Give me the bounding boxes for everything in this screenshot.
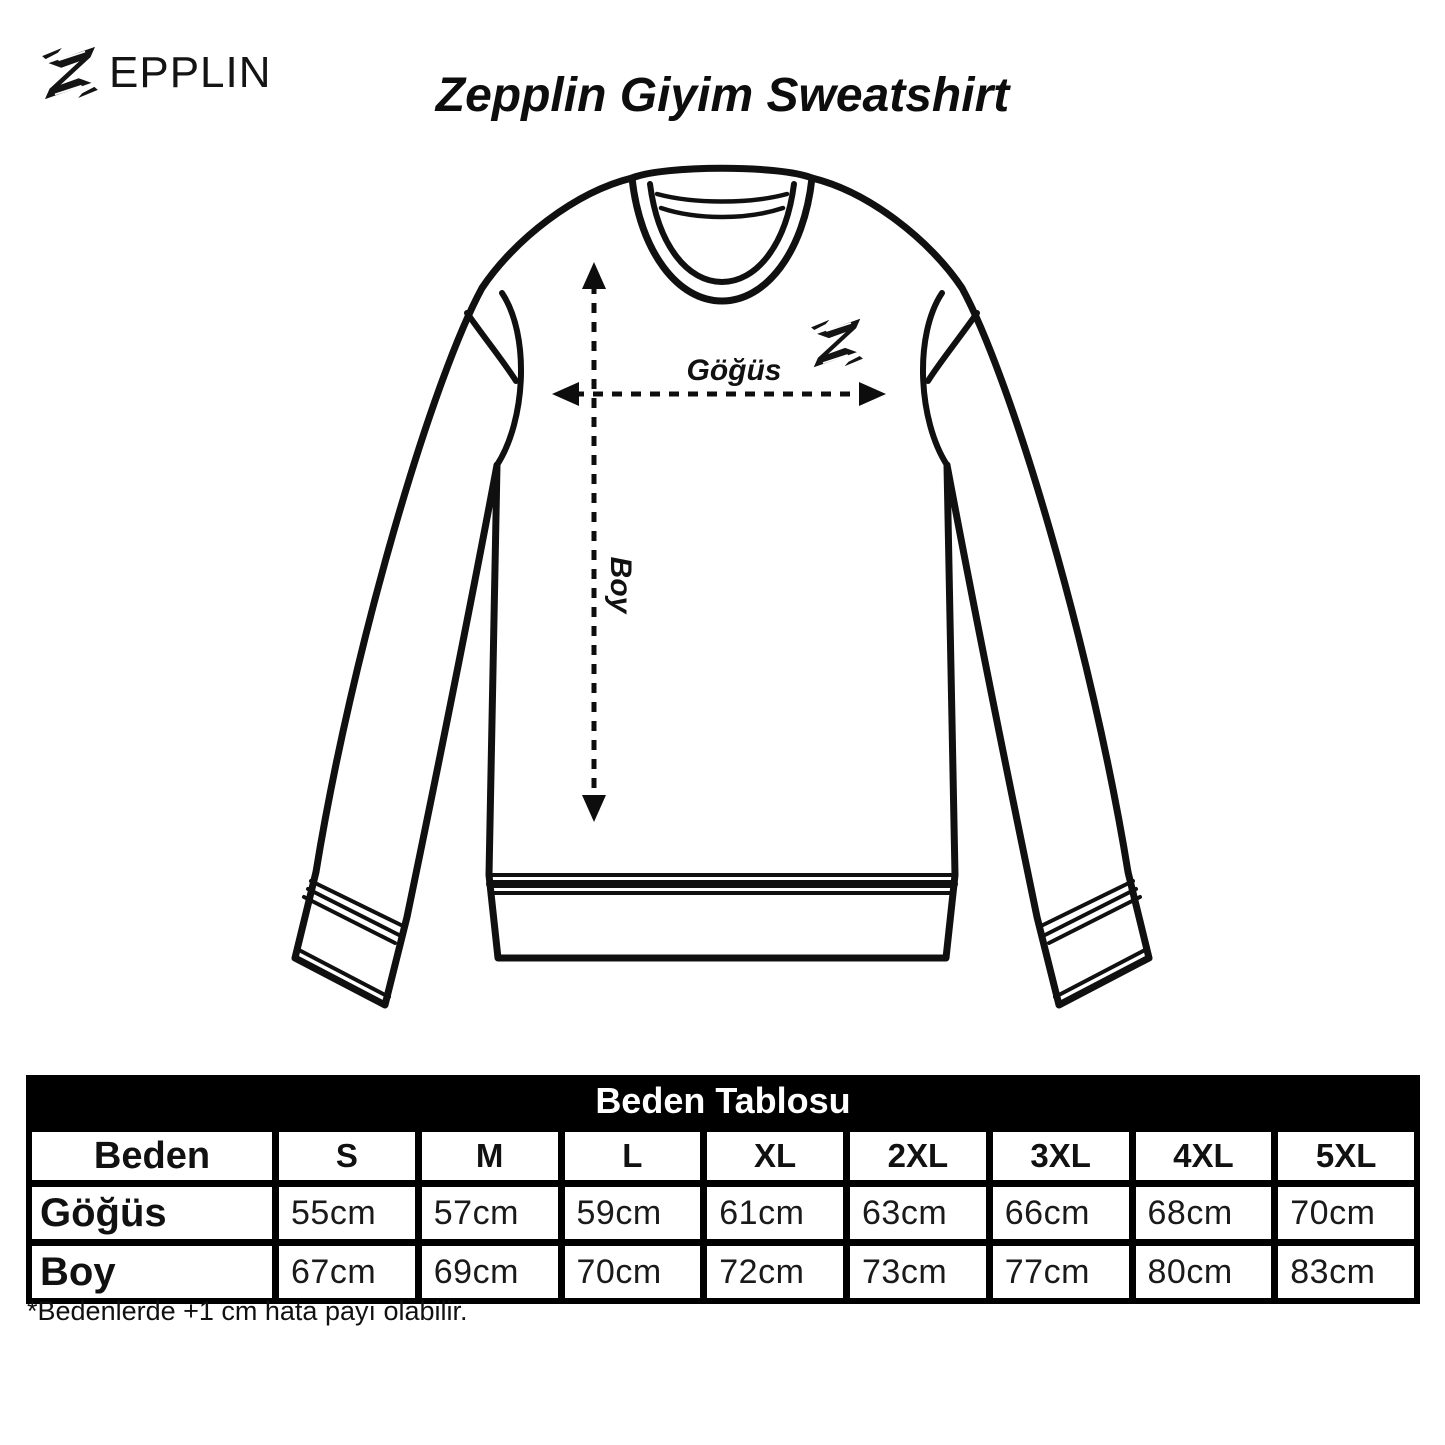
title-brand-text: Zepplin Giyim <box>435 69 754 122</box>
size-header-cell: 2XL <box>850 1132 986 1180</box>
length-value-cell: 70cm <box>565 1246 701 1298</box>
chest-value-cell: 55cm <box>279 1187 415 1239</box>
size-header-cell: 5XL <box>1278 1132 1414 1180</box>
length-value-cell: 69cm <box>422 1246 558 1298</box>
length-value-cell: 72cm <box>707 1246 843 1298</box>
sweatshirt-outline <box>295 168 1149 1005</box>
chest-label: Göğüs <box>686 354 782 387</box>
length-value-cell: 67cm <box>279 1246 415 1298</box>
length-label: Boy <box>604 556 637 614</box>
length-row-label: Boy <box>32 1246 272 1298</box>
length-value-cell: 80cm <box>1136 1246 1272 1298</box>
logo-text: EPPLIN <box>109 48 272 97</box>
chest-value-cell: 70cm <box>1278 1187 1414 1239</box>
chest-value-cell: 61cm <box>707 1187 843 1239</box>
size-table <box>26 1075 1420 1304</box>
size-table-corner-header: Beden <box>32 1132 272 1180</box>
chest-value-cell: 59cm <box>565 1187 701 1239</box>
length-value-cell: 73cm <box>850 1246 986 1298</box>
size-header-cell: XL <box>707 1132 843 1180</box>
chest-value-cell: 66cm <box>993 1187 1129 1239</box>
chest-value-cell: 57cm <box>422 1187 558 1239</box>
title-product-text: Sweatshirt <box>766 69 1010 122</box>
size-header-cell: 3XL <box>993 1132 1129 1180</box>
size-header-cell: 4XL <box>1136 1132 1272 1180</box>
tolerance-footnote: *Bedenlerde +1 cm hata payı olabilir. <box>27 1296 468 1326</box>
chest-row-label: Göğüs <box>32 1187 272 1239</box>
length-value-cell: 77cm <box>993 1246 1129 1298</box>
size-header-cell: M <box>422 1132 558 1180</box>
chest-value-cell: 63cm <box>850 1187 986 1239</box>
size-header-cell: L <box>565 1132 701 1180</box>
size-header-cell: S <box>279 1132 415 1180</box>
length-value-cell: 83cm <box>1278 1246 1414 1298</box>
size-table-title: Beden Tablosu <box>32 1081 1414 1125</box>
chest-value-cell: 68cm <box>1136 1187 1272 1239</box>
